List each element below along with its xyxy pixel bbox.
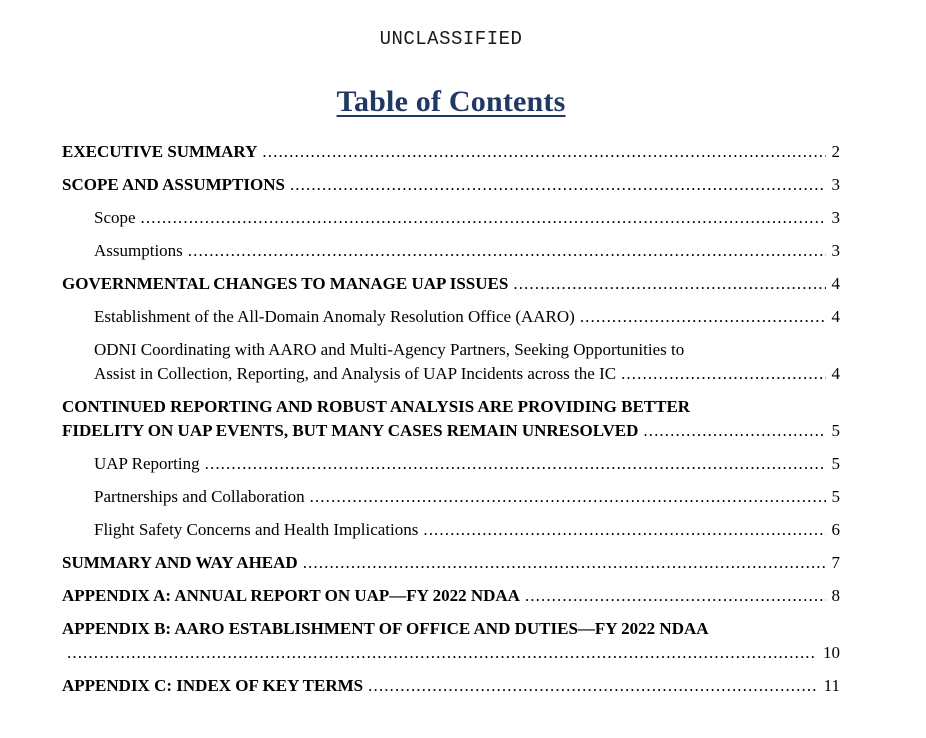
toc-entry-line: CONTINUED REPORTING AND ROBUST ANALYSIS ARE PROVIDING BETTER	[62, 397, 691, 417]
toc-entry-row	[94, 362, 840, 386]
dot-leader	[580, 305, 826, 329]
toc-page-number: 5	[831, 454, 840, 474]
toc-page-number: 4	[831, 307, 840, 327]
toc-entry-label: Partnerships and Collaboration	[94, 487, 305, 507]
toc-entry-label: APPENDIX C: INDEX OF KEY TERMS	[62, 676, 364, 696]
toc-entry[interactable]	[62, 617, 840, 665]
toc-entry-label: SCOPE AND ASSUMPTIONS	[62, 175, 285, 195]
dot-leader	[513, 272, 825, 296]
dot-leader	[290, 173, 826, 197]
toc-page-number: 10	[823, 643, 840, 663]
toc-entry-row	[62, 584, 840, 608]
toc-entry[interactable]	[62, 206, 840, 230]
dot-leader	[643, 419, 825, 443]
toc-entry[interactable]	[62, 518, 840, 542]
toc-entry-label: Flight Safety Concerns and Health Implications	[94, 520, 419, 540]
table-of-contents	[62, 140, 840, 698]
toc-entry[interactable]	[62, 140, 840, 164]
dot-leader	[67, 641, 817, 665]
toc-entry[interactable]	[62, 272, 840, 296]
toc-page-number: 8	[831, 586, 840, 606]
toc-entry-row	[94, 206, 840, 230]
toc-page-number: 11	[823, 676, 840, 696]
toc-entry-label: Assumptions	[94, 241, 183, 261]
toc-entry[interactable]	[62, 395, 840, 443]
toc-entry-label: GOVERNMENTAL CHANGES TO MANAGE UAP ISSUES	[62, 274, 509, 294]
classification-banner: UNCLASSIFIED	[379, 28, 523, 50]
toc-entry-row	[94, 518, 840, 542]
toc-entry-label: Establishment of the All-Domain Anomaly Resolution Office (AARO)	[94, 307, 575, 327]
toc-entry[interactable]	[62, 551, 840, 575]
toc-entry-label: UAP Reporting	[94, 454, 200, 474]
toc-entry[interactable]	[62, 173, 840, 197]
dot-leader	[188, 239, 826, 263]
toc-entry-row	[94, 239, 840, 263]
toc-entry-row	[94, 305, 840, 329]
toc-entry-line: ODNI Coordinating with AARO and Multi-Agency Partners, Seeking Opportunities to	[94, 340, 685, 360]
dot-leader	[205, 452, 826, 476]
toc-entry-row	[62, 551, 840, 575]
toc-page-number: 6	[831, 520, 840, 540]
toc-entry[interactable]	[62, 674, 840, 698]
dot-leader	[368, 674, 817, 698]
toc-entry-row	[94, 452, 840, 476]
toc-entry[interactable]	[62, 485, 840, 509]
toc-entry[interactable]	[62, 239, 840, 263]
dot-leader	[141, 206, 826, 230]
toc-entry[interactable]	[62, 584, 840, 608]
toc-entry-label: Assist in Collection, Reporting, and Analysis of UAP Incidents across the IC	[94, 364, 617, 384]
toc-page-number: 3	[831, 175, 840, 195]
toc-entry-row	[62, 641, 840, 665]
toc-page-number: 3	[831, 208, 840, 228]
toc-entry-row	[62, 173, 840, 197]
toc-entry-row	[62, 674, 840, 698]
toc-page-number: 5	[831, 487, 840, 507]
dot-leader	[262, 140, 825, 164]
toc-entry-label: Scope	[94, 208, 136, 228]
toc-entry-line: APPENDIX B: AARO ESTABLISHMENT OF OFFICE AND DUTIES—FY 2022 NDAA	[62, 619, 709, 639]
dot-leader	[423, 518, 825, 542]
toc-entry-row	[62, 272, 840, 296]
dot-leader	[310, 485, 826, 509]
toc-entry[interactable]	[62, 305, 840, 329]
toc-entry[interactable]	[62, 338, 840, 386]
toc-entry-label: APPENDIX A: ANNUAL REPORT ON UAP—FY 2022 NDAA	[62, 586, 520, 606]
toc-entry[interactable]	[62, 452, 840, 476]
toc-page-number: 4	[831, 274, 840, 294]
toc-page-number: 7	[831, 553, 840, 573]
toc-entry-row	[62, 419, 840, 443]
toc-entry-row	[62, 140, 840, 164]
toc-page-number: 2	[831, 142, 840, 162]
toc-entry-row	[94, 485, 840, 509]
toc-entry-label: FIDELITY ON UAP EVENTS, BUT MANY CASES REMAIN UNRESOLVED	[62, 421, 639, 441]
toc-entry-label: SUMMARY AND WAY AHEAD	[62, 553, 298, 573]
toc-entry-label: EXECUTIVE SUMMARY	[62, 142, 258, 162]
dot-leader	[303, 551, 826, 575]
toc-page-number: 5	[831, 421, 840, 441]
toc-page-number: 3	[831, 241, 840, 261]
dot-leader	[621, 362, 825, 386]
page-title: Table of Contents	[336, 84, 566, 118]
dot-leader	[525, 584, 826, 608]
toc-page-number: 4	[831, 364, 840, 384]
